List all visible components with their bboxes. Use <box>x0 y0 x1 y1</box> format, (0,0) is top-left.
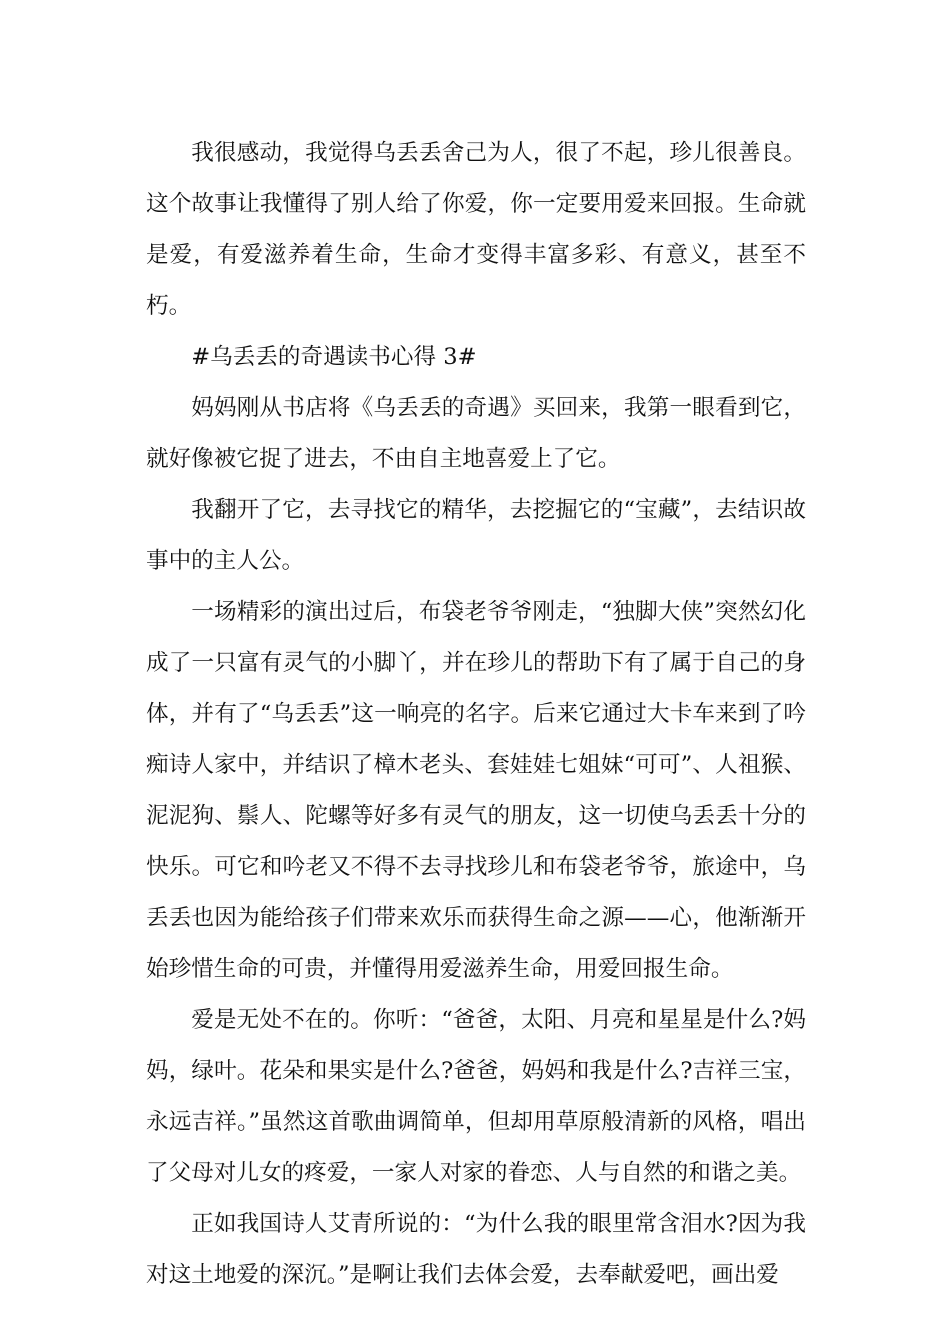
paragraph-5: 爱是无处不在的。你听：“爸爸，太阳、月亮和星星是什么?妈妈，绿叶。花朵和果实是什么?爸爸，妈妈和我是什么?吉祥三宝，永远吉祥。”虽然这首歌曲调简单，但却用草原般清新的风格，唱出了父母对儿女的疼爱，一家人对家的眷恋、人与自然的和谐之美。 <box>146 1007 806 1186</box>
paragraph-4: 一场精彩的演出过后，布袋老爷爷刚走，“独脚大侠”突然幻化成了一只富有灵气的小脚丫，并在珍儿的帮助下有了属于自己的身体，并有了“乌丢丢”这一响亮的名字。后来它通过大卡车来到了吟痴诗人家中，并结识了樟木老头、套娃娃七姐妹“可可”、人祖猴、泥泥狗、鬃人、陀螺等好多有灵气的朋友，这一切使乌丢丢十分的快乐。可它和吟老又不得不去寻找珍儿和布袋老爷爷，旅途中，乌丢丢也因为能给孩子们带来欢乐而获得生命之源——心，他渐渐开始珍惜生命的可贵，并懂得用爱滋养生命，用爱回报生命。 <box>146 599 806 982</box>
paragraph-2: 妈妈刚从书店将《乌丢丢的奇遇》买回来，我第一眼看到它，就好像被它捉了进去，不由自主地喜爱上了它。 <box>146 395 806 472</box>
section-heading: #乌丢丢的奇遇读书心得 3# <box>191 344 477 370</box>
paragraph-3: 我翻开了它，去寻找它的精华，去挖掘它的“宝藏”，去结识故事中的主人公。 <box>146 497 806 574</box>
paragraph-1: 我很感动，我觉得乌丢丢舍己为人，很了不起，珍儿很善良。这个故事让我懂得了别人给了你爱，你一定要用爱来回报。生命就是爱，有爱滋养着生命，生命才变得丰富多彩、有意义，甚至不朽。 <box>146 140 806 319</box>
paragraph-6: 正如我国诗人艾青所说的：“为什么我的眼里常含泪水?因为我对这土地爱的深沉。”是啊让我们去体会爱，去奉献爱吧，画出爱 <box>146 1211 806 1288</box>
document-page <box>146 128 806 1301</box>
